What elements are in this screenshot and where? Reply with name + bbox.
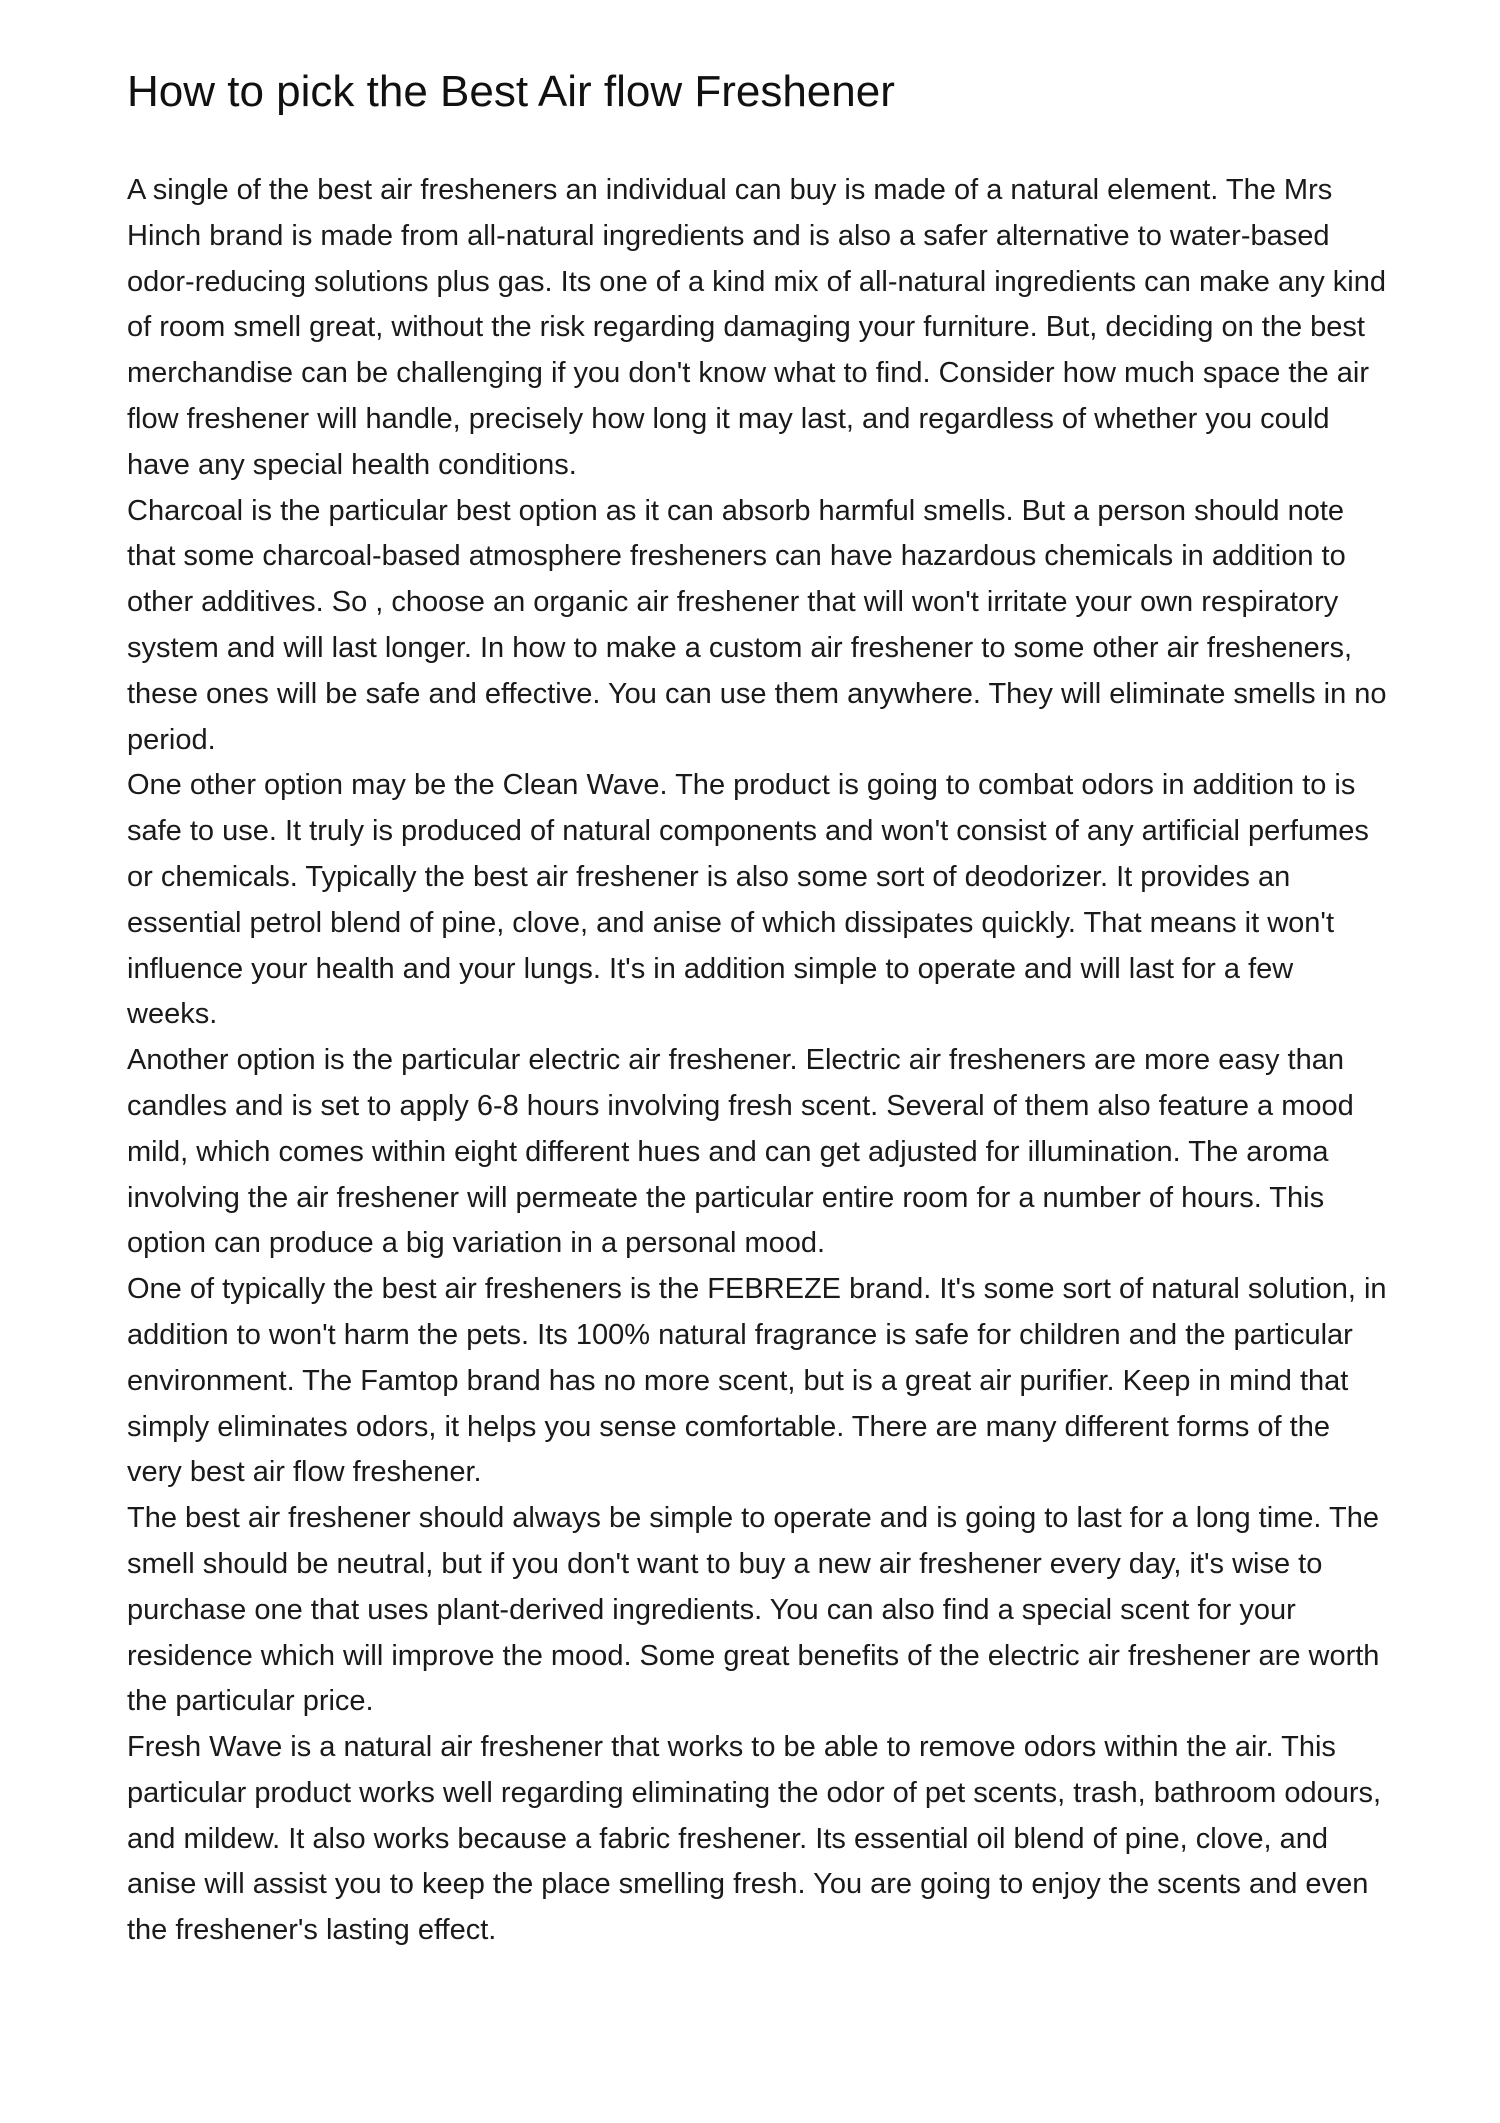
paragraph: A single of the best air fresheners an individual can buy is made of a natural element. The Mrs Hinch brand is made from all-natural ingredients and is also a safer alternative to water-based odor-reducing solutions plus gas. Its one of a kind mix of all-natural ingredients can make any kind of room smell great, without the risk regarding damaging your furniture. But, deciding on the best merchandise can be challenging if you don't know what to find. Consider how much space the air flow freshener will handle, precisely how long it may last, and regardless of whether you could have any special health conditions. [127, 174, 1386, 481]
paragraph: One other option may be the Clean Wave. The product is going to combat odors in addition to is safe to use. It truly is produced of natural components and won't consist of any artificial perfumes or chemicals. Typically the best air freshener is also some sort of deodorizer. It provides an essential petrol blend of pine, clove, and anise of which dissipates quickly. That means it won't influence your health and your lungs. It's in addition simple to operate and will last for a few weeks. [127, 769, 1369, 1031]
paragraph: Fresh Wave is a natural air freshener that works to be able to remove odors within the air. This particular product works well regarding eliminating the odor of pet scents, trash, bathroom odours, and mildew. It also works because a fabric freshener. Its essential oil blend of pine, clove, and anise will assist you to keep the place smelling fresh. You are going to enjoy the scents and even the freshener's lasting effect. [127, 1731, 1382, 1947]
paragraph: One of typically the best air fresheners is the FEBREZE brand. It's some sort of natural solution, in addition to won't harm the pets. Its 100% natural fragrance is safe for children and the particular environment. The Famtop brand has no more scent, but is a great air purifier. Keep in mind that simply eliminates odors, it helps you sense comfortable. There are many different forms of the very best air flow freshener. [127, 1273, 1387, 1489]
paragraph: Charcoal is the particular best option as it can absorb harmful smells. But a person should note that some charcoal-based atmosphere fresheners can have hazardous chemicals in addition to other additives. So , choose an organic air freshener that will won't irritate your own respiratory system and will last longer. In how to make a custom air freshener to some other air fresheners, these ones will be safe and effective. You can use them anywhere. They will eliminate smells in no period. [127, 494, 1387, 756]
paragraph: The best air freshener should always be simple to operate and is going to last for a long time. The smell should be neutral, but if you don't want to buy a new air freshener every day, it's wise to purchase one that uses plant-derived ingredients. You can also find a special scent for your residence which will improve the mood. Some great benefits of the electric air freshener are worth the particular price. [127, 1502, 1380, 1718]
article-body [127, 168, 1389, 1954]
paragraph: Another option is the particular electric air freshener. Electric air fresheners are more easy than candles and is set to apply 6-8 hours involving fresh scent. Several of them also feature a mood mild, which comes within eight different hues and can get adjusted for illumination. The aroma involving the air freshener will permeate the particular entire room for a number of hours. This option can produce a big variation in a personal mood. [127, 1044, 1354, 1260]
page-title: How to pick the Best Air flow Freshener [127, 67, 895, 116]
